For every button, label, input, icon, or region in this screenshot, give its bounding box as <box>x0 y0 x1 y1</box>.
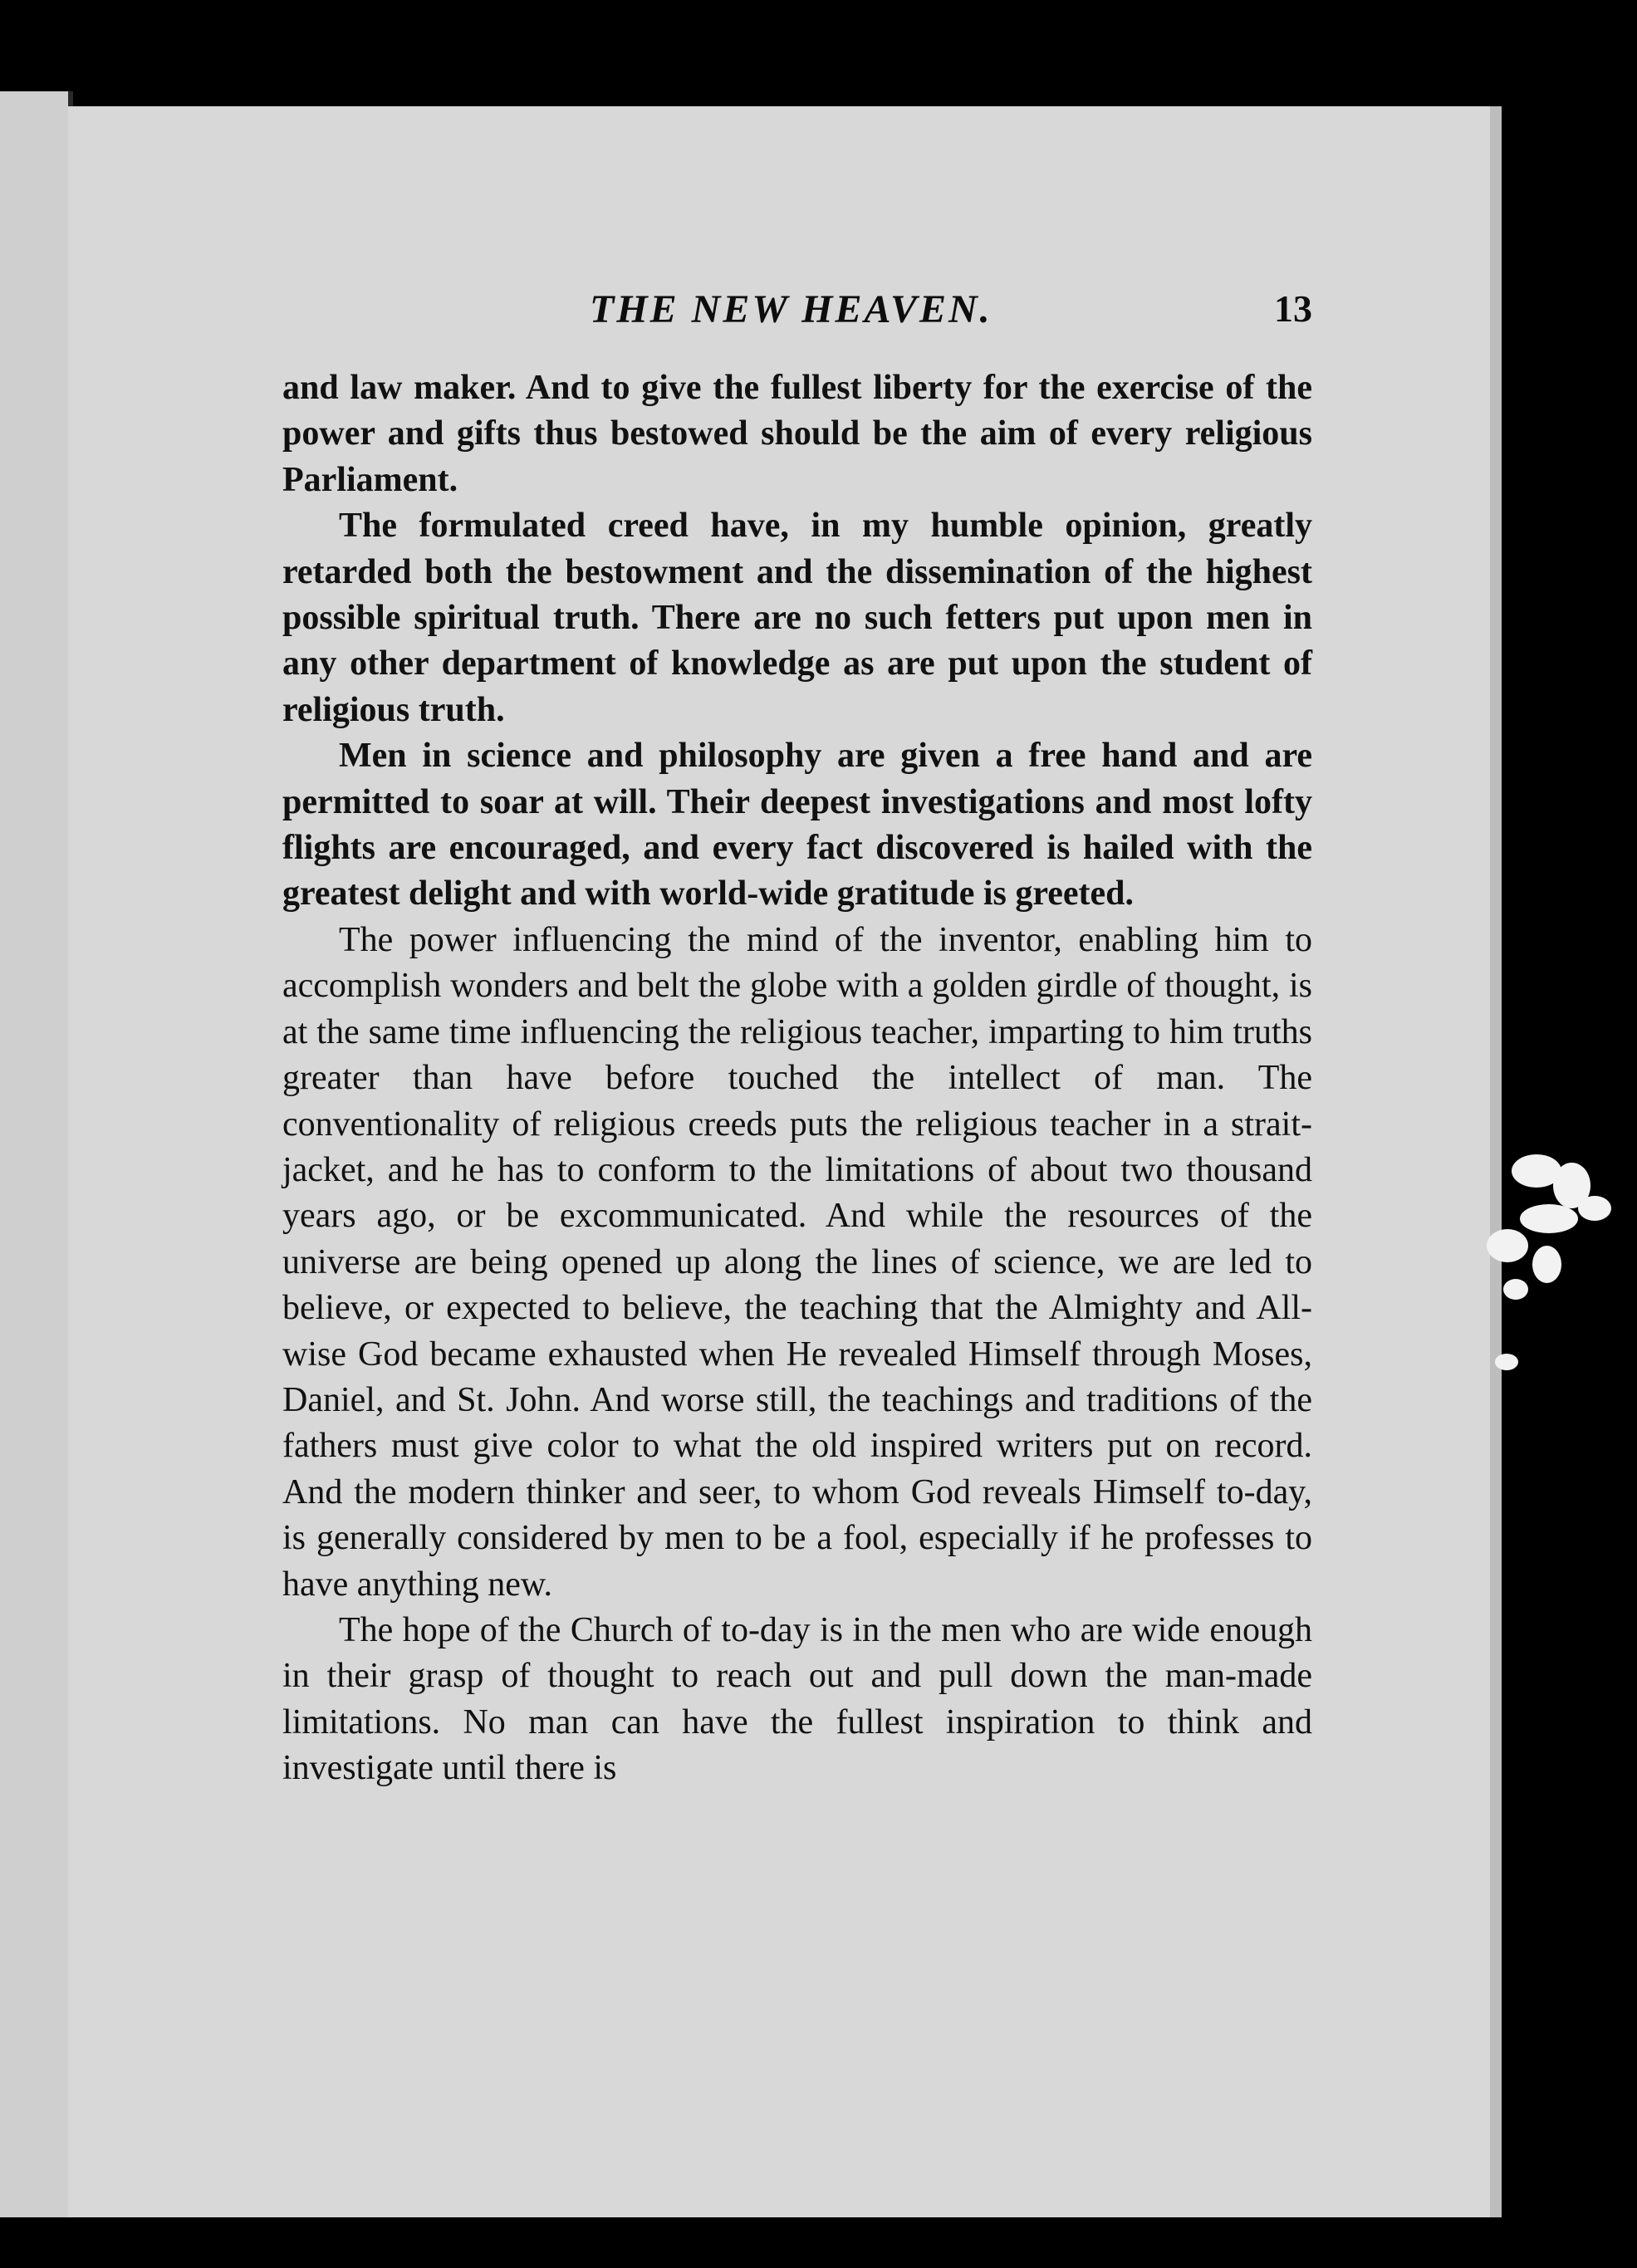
running-title: THE NEW HEAVEN. <box>590 287 992 331</box>
paragraph-1: and law maker. And to give the fullest liberty for the exercise of the power and gifts thus bestowed should be the aim of every religious Parliament. <box>282 369 1312 499</box>
paragraph-5: The hope of the Church of to-day is in the men who are wide enough in their grasp of thought to reach out and pull down the man-made limitations. No man can have the fullest inspiration to think and investigate until there is <box>282 1610 1312 1788</box>
paragraph-3: Men in science and philosophy are given a free hand and are permitted to soar at will. Their deepest investigations and most lofty flights are encouraged, and every fact discovered is hailed with the greatest delight and with world-wide gratitude is greeted. <box>282 737 1312 914</box>
facing-page-edge <box>0 91 73 2217</box>
running-head <box>282 287 1312 345</box>
page-right-edge <box>1490 106 1502 2217</box>
body-text <box>282 365 1312 1792</box>
paragraph-2: The formulated creed have, in my humble opinion, greatly retarded both the bestowment and the dissemination of the highest possible spiritual truth. There are no such fetters put upon men in any other department of knowledge as are put upon the student of religious truth. <box>282 507 1312 729</box>
paragraph-4: The power influencing the mind of the inventor, enabling him to accomplish wonders and belt the globe with a golden girdle of thought, is at the same time influencing the religious teacher, imparting to him truths greater than have before touched the intellect of man. The conventionality of religious creeds puts the religious teacher in a strait-jacket, and he has to conform to the limitations of about two thousand years ago, or be excommunicated. And while the resources of the universe are being opened up along the lines of science, we are led to believe, or expected to believe, the teaching that the Almighty and All-wise God became exhausted when He revealed Himself through Moses, Daniel, and St. John. And worse still, the teachings and traditions of the fathers must give color to what the old inspired writers put on record. And the modern thinker and seer, to whom God reveals Himself to-day, is generally considered by men to be a fool, especially if he professes to have anything new. <box>282 920 1312 1604</box>
page-number: 13 <box>1274 287 1312 330</box>
